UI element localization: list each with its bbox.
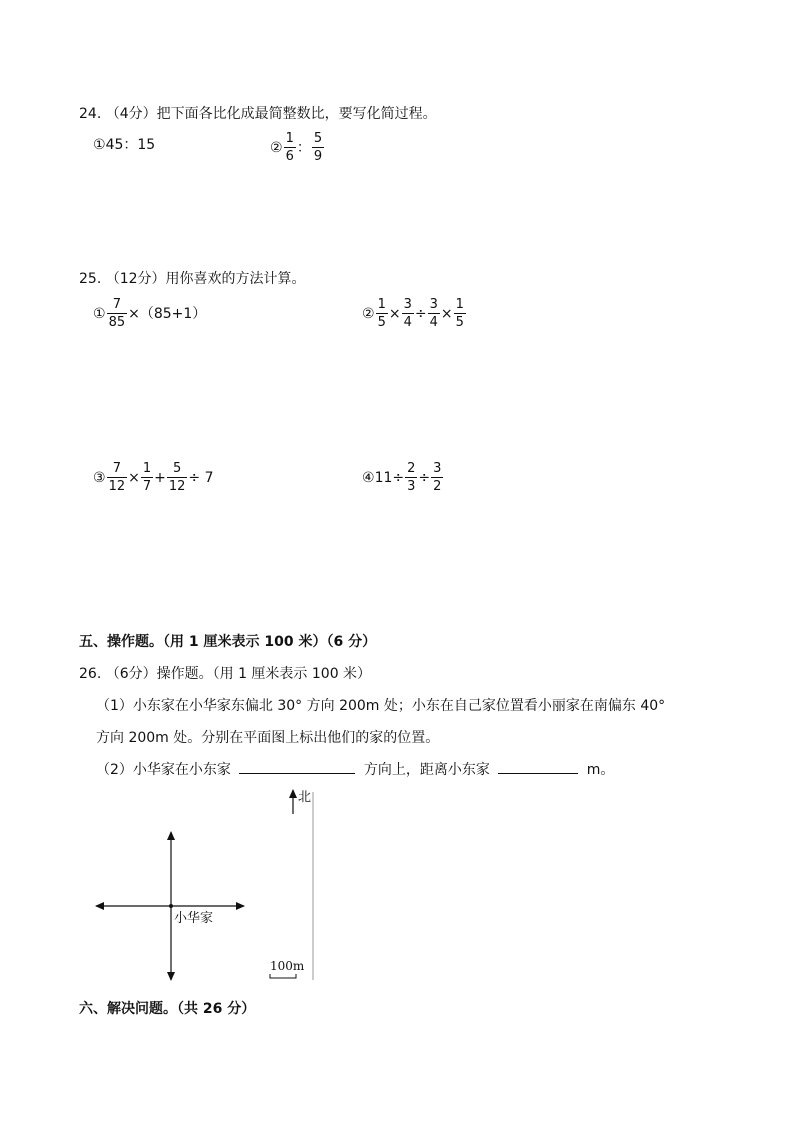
fraction: $\frac{7}{12}$ bbox=[108, 461, 126, 494]
operator: × bbox=[440, 305, 453, 322]
q25-item-1 bbox=[93, 298, 206, 329]
q25-item-2 bbox=[362, 298, 467, 329]
scale-bar bbox=[270, 974, 296, 978]
direction-answer-blank[interactable] bbox=[239, 759, 355, 774]
item-text: 45：15 bbox=[105, 137, 156, 153]
q25-item-3 bbox=[93, 462, 214, 493]
fraction: $\frac{1}{6}$ bbox=[285, 131, 294, 164]
q24-item-2 bbox=[270, 132, 325, 163]
item-marker: ① bbox=[93, 137, 106, 153]
item-marker: ③ bbox=[93, 469, 106, 486]
item-marker: ② bbox=[270, 139, 283, 156]
q26-part2: （2）小华家在小东家 方向上，距离小东家 m。 bbox=[96, 759, 614, 779]
q25-item-4 bbox=[362, 462, 444, 493]
q24-header: 24. （4分）把下面各比化成最简整数比，要写化简过程。 bbox=[79, 106, 437, 122]
north-label: 北 bbox=[298, 790, 312, 805]
fraction: $\frac{3}{4}$ bbox=[403, 297, 412, 330]
q26-part1-line2: 方向 200m 处。分别在平面图上标出他们的家的位置。 bbox=[96, 730, 440, 746]
section-6-title: 六、解决问题。（共 26 分） bbox=[79, 1001, 256, 1017]
item-marker: ④ bbox=[362, 469, 375, 486]
q26-header: 26. （6分）操作题。（用 1 厘米表示 100 米） bbox=[79, 666, 372, 682]
fraction: $\frac{1}{5}$ bbox=[377, 297, 386, 330]
ratio-separator: ： bbox=[296, 139, 311, 156]
fraction: $\frac{7}{85}$ bbox=[108, 297, 126, 330]
fraction: $\frac{5}{9}$ bbox=[313, 131, 323, 164]
operator: ÷ bbox=[418, 469, 431, 486]
fraction: $\frac{3}{2}$ bbox=[433, 461, 442, 494]
operator: × bbox=[128, 469, 140, 486]
fraction: $\frac{1}{5}$ bbox=[455, 297, 464, 330]
expression-lead: 11÷ bbox=[374, 469, 405, 486]
item-marker: ② bbox=[362, 305, 375, 322]
scale-label: 100m bbox=[270, 959, 305, 973]
expression-rest: ÷ 7 bbox=[188, 469, 214, 486]
fraction: $\frac{3}{4}$ bbox=[429, 297, 438, 330]
xiaohua-home-label: 小华家 bbox=[174, 911, 214, 926]
fraction: $\frac{5}{12}$ bbox=[168, 461, 186, 494]
operator: × bbox=[388, 305, 401, 322]
q25-header: 25. （12分）用你喜欢的方法计算。 bbox=[79, 271, 306, 287]
q24-item-1 bbox=[93, 138, 155, 152]
item-marker: ① bbox=[93, 305, 106, 322]
fraction: $\frac{1}{7}$ bbox=[142, 461, 152, 494]
center-point bbox=[169, 904, 173, 908]
plan-diagram bbox=[88, 784, 328, 984]
operator: + bbox=[154, 469, 166, 486]
q26-part1-line1: （1）小东家在小华家东偏北 30° 方向 200m 处；小东在自己家位置看小丽家在南偏东 40° bbox=[96, 698, 666, 714]
operator: ÷ bbox=[414, 305, 427, 322]
section-5-title: 五、操作题。（用 1 厘米表示 100 米）（6 分） bbox=[79, 634, 377, 650]
distance-answer-blank[interactable] bbox=[498, 759, 578, 774]
expression-rest: ×（85+1） bbox=[128, 305, 207, 322]
fraction: $\frac{2}{3}$ bbox=[407, 461, 416, 494]
